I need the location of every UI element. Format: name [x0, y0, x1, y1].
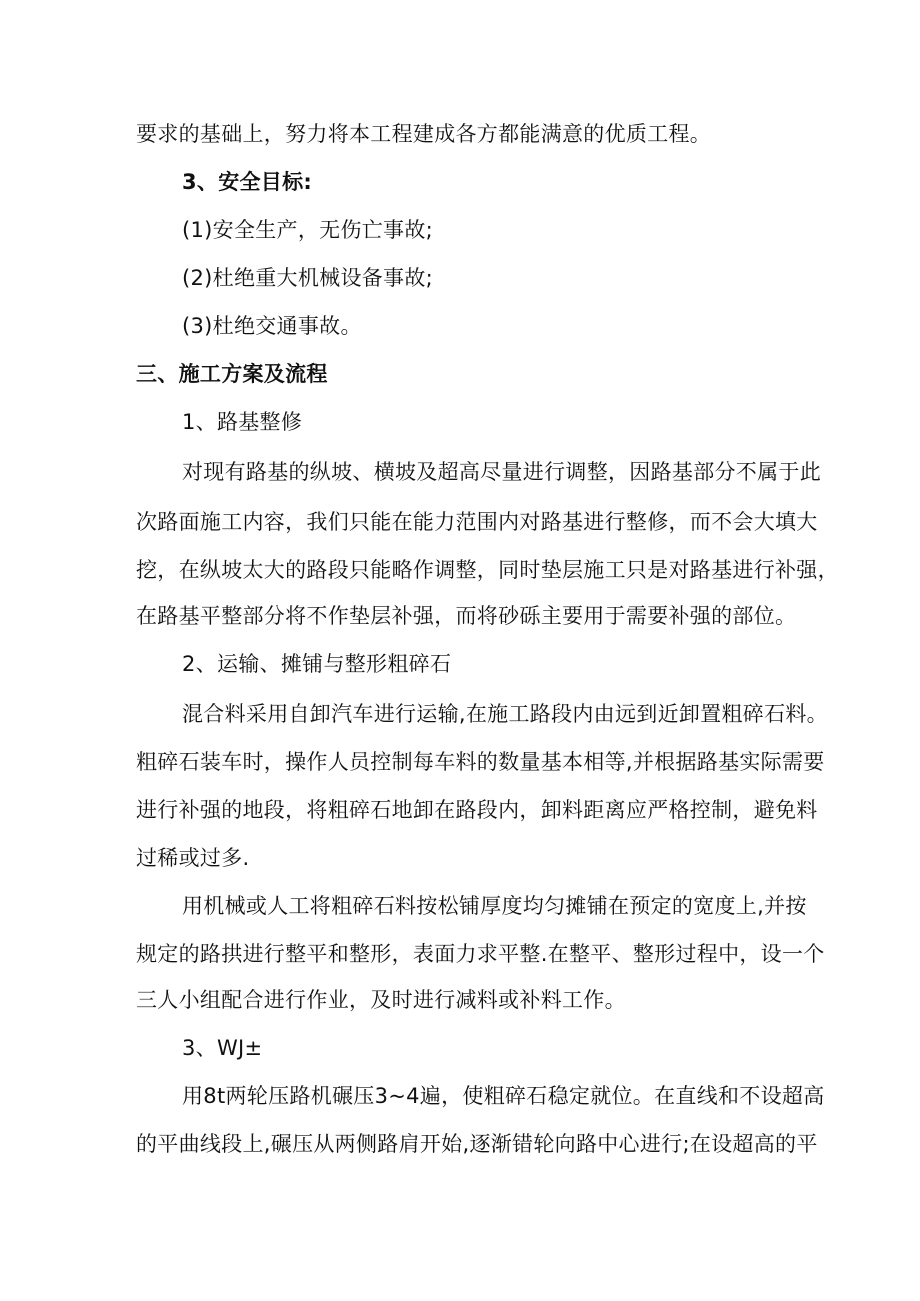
paragraph-line: 三人小组配合进行作业，及时进行减料或补料工作。 — [136, 988, 626, 1012]
safety-goal-item: (3)杜绝交通事故。 — [182, 314, 362, 338]
paragraph-line: 在路基平整部分将不作垫层补强，而将砂砾主要用于需要补强的部位。 — [136, 604, 797, 628]
subsection-heading: 2、运输、摊铺与整形粗碎石 — [182, 652, 452, 676]
safety-goal-item: (1)安全生产，无伤亡事故; — [182, 218, 434, 242]
paragraph-line: 进行补强的地段，将粗碎石地卸在路段内，卸料距离应严格控制，避免料 — [136, 798, 818, 822]
paragraph-line: 粗碎石装车时，操作人员控制每车料的数量基本相等,并根据路基实际需要 — [136, 750, 825, 774]
safety-goals-heading: 3、安全目标: — [182, 170, 313, 194]
paragraph-line: 次路面施工内容，我们只能在能力范围内对路基进行整修，而不会大填大 — [136, 510, 818, 534]
paragraph-line: 规定的路拱进行整平和整形，表面力求平整.在整平、整形过程中，设一个 — [136, 942, 825, 966]
paragraph-line: 要求的基础上，努力将本工程建成各方都能满意的优质工程。 — [136, 122, 712, 146]
subsection-heading: 3、WJ± — [182, 1036, 263, 1060]
paragraph-line: 用8t两轮压路机碾压3~4遍，使粗碎石稳定就位。在直线和不设超高 — [182, 1084, 825, 1108]
paragraph-line: 对现有路基的纵坡、横坡及超高尽量进行调整，因路基部分不属于此 — [182, 460, 821, 484]
paragraph-line: 过稀或过多. — [136, 846, 250, 870]
section-heading: 三、施工方案及流程 — [136, 362, 328, 386]
paragraph-line: 挖，在纵坡太大的路段只能略作调整，同时垫层施工只是对路基进行补强， — [136, 558, 839, 582]
safety-goal-item: (2)杜绝重大机械设备事故; — [182, 266, 434, 290]
paragraph-line: 混合料采用自卸汽车进行运输,在施工路段内由远到近卸置粗碎石料。 — [182, 702, 828, 726]
paragraph-line: 用机械或人工将粗碎石料按松铺厚度均匀摊铺在预定的宽度上,并按 — [182, 894, 807, 918]
paragraph-line: 的平曲线段上,碾压从两侧路肩开始,逐渐错轮向路中心进行;在设超高的平 — [136, 1132, 818, 1156]
subsection-heading: 1、路基整修 — [182, 410, 303, 434]
